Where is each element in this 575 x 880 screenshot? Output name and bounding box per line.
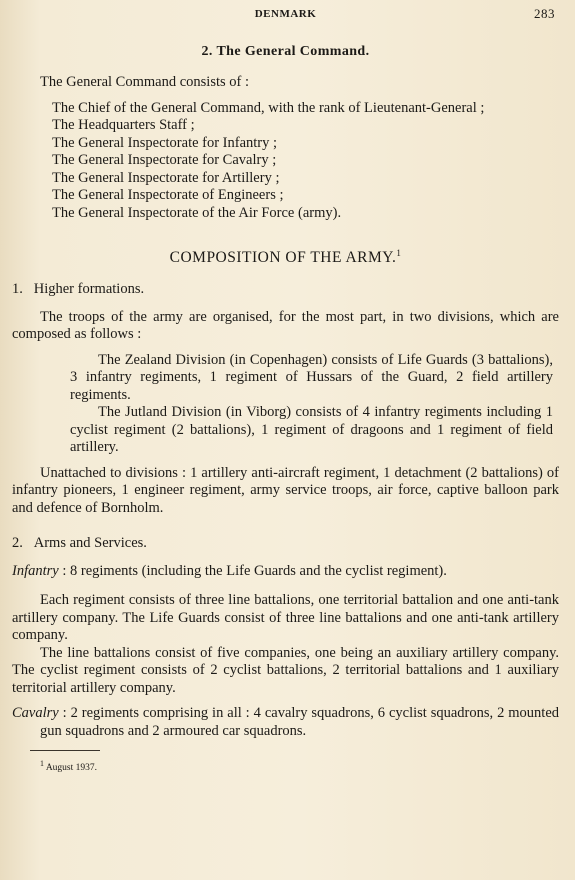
cavalry-text: : 2 regiments comprising in all : 4 cavalry squadrons, 6 cyclist squadrons, 2 mounted gun squadrons and 2 armoured car squadrons. bbox=[40, 705, 559, 739]
list-item: The General Inspectorate for Artillery ; bbox=[52, 169, 280, 186]
composition-heading bbox=[12, 248, 559, 267]
infantry-text: : 8 regiments (including the Life Guards and the cyclist regiment). bbox=[58, 562, 447, 579]
footnote-ref: 1 bbox=[396, 248, 402, 258]
heading-number: 2. bbox=[12, 535, 23, 552]
cavalry-label: Cavalry bbox=[12, 705, 59, 722]
infantry-para bbox=[12, 563, 559, 581]
page-number: 283 bbox=[534, 6, 555, 21]
heading-text: Higher formations. bbox=[33, 281, 145, 298]
running-head bbox=[12, 6, 559, 26]
arms-services-heading bbox=[12, 535, 559, 553]
cavalry-para bbox=[12, 705, 559, 740]
composition-title: COMPOSITION OF THE ARMY. bbox=[169, 249, 397, 267]
footnote-mark: 1 bbox=[40, 759, 44, 769]
running-title: DENMARK bbox=[254, 8, 317, 20]
section-title: 2. The General Command. bbox=[201, 44, 370, 59]
infantry-label: Infantry bbox=[12, 562, 59, 579]
list-item: The General Inspectorate of the Air Force (army). bbox=[52, 204, 342, 221]
heading-number: 1. bbox=[12, 281, 23, 298]
heading-text: Arms and Services. bbox=[33, 535, 147, 552]
higher-intro: The troops of the army are organised, for the most part, in two divisions, which are composed as follows : bbox=[12, 308, 559, 343]
unattached-para: Unattached to divisions : 1 artillery anti-aircraft regiment, 1 detachment (2 battalions) of infantry pioneers, 1 engineer regiment, army service troops, air force, captive balloon park and defence of Bornholm. bbox=[12, 464, 559, 516]
regiment-para: Each regiment consists of three line battalions, one territorial battalion and one anti-tank artillery company. The Life Guards consist of three line battalions and one anti-tank artillery company. bbox=[12, 592, 559, 644]
general-command-list bbox=[12, 100, 559, 223]
list-item: The General Inspectorate of Engineers ; bbox=[52, 187, 284, 203]
footnote-text: August 1937. bbox=[45, 763, 98, 774]
line-battalions-para: The line battalions consist of five companies, one being an auxiliary artillery company. The cyclist regiment consists of 2 cyclist battalions, 2 territorial battalions and 1 auxiliary territorial artillery company. bbox=[12, 644, 559, 696]
footnote-divider bbox=[30, 750, 100, 751]
jutland-division: The Jutland Division (in Viborg) consists of 4 infantry regiments including 1 cyclist regiment (2 battalions), 1 regiment of dragoons and 1 regiment of field artillery. bbox=[70, 404, 553, 456]
divisions-block bbox=[12, 352, 559, 457]
general-command-intro: The General Command consists of : bbox=[40, 74, 249, 90]
list-item: The Headquarters Staff ; bbox=[52, 117, 195, 133]
list-item: The General Inspectorate for Infantry ; bbox=[52, 134, 278, 151]
footnote bbox=[12, 755, 559, 778]
zealand-division: The Zealand Division (in Copenhagen) consists of Life Guards (3 battalions), 3 infantry regiments, 1 regiment of Hussars of the Guard, 2 field artillery regiments. bbox=[70, 351, 553, 403]
higher-formations-heading bbox=[12, 281, 559, 299]
list-item: The General Inspectorate for Cavalry ; bbox=[52, 152, 277, 168]
list-item: The Chief of the General Command, with the rank of Lieutenant-General ; bbox=[52, 99, 485, 116]
